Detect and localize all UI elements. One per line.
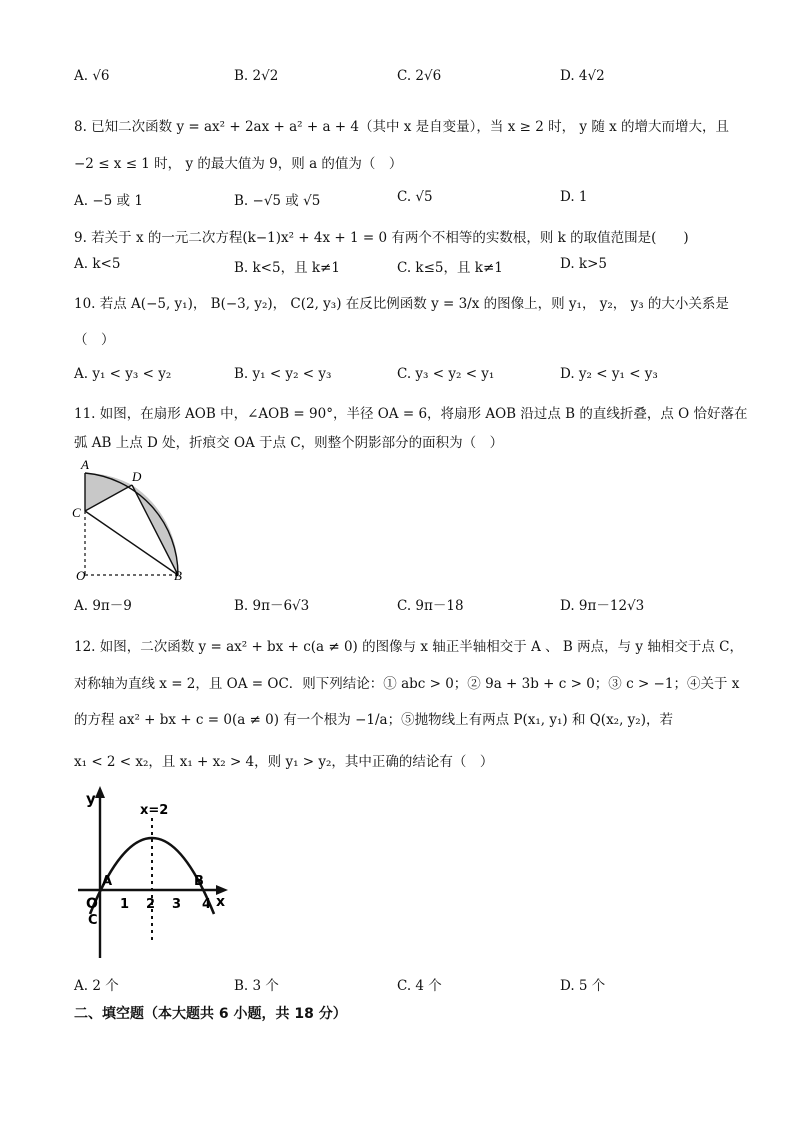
q11-label-c: C: [72, 505, 81, 520]
q8-options: [74, 189, 714, 209]
q10-stem-line1: 10. 若点 A(−5, y₁)， B(−3, y₂)， C(2, y₃) 在反比例函数 y = 3/x 的图像上，则 y₁， y₂， y₃ 的大小关系是: [74, 296, 729, 312]
q9-option-d[interactable]: D. k>5: [560, 256, 608, 272]
q12-tick-3: 3: [172, 897, 182, 912]
q11-option-b[interactable]: B. 9π－6√3: [234, 598, 310, 614]
q10-option-b[interactable]: B. y₁ < y₂ < y₃: [234, 366, 332, 382]
q12-options: [74, 974, 714, 994]
q10-option-a[interactable]: A. y₁ < y₃ < y₂: [74, 366, 172, 382]
q10-option-d[interactable]: D. y₂ < y₁ < y₃: [560, 366, 658, 382]
q12-stem-line4: x₁ < 2 < x₂，且 x₁ + x₂ > 4，则 y₁ > y₂，其中正确的结论有（ ）: [74, 754, 494, 770]
q9-option-b[interactable]: B. k<5，且 k≠1: [234, 260, 340, 276]
q11-option-a[interactable]: A. 9π－9: [74, 598, 132, 614]
q12-stem-line1: 12. 如图，二次函数 y = ax² + bx + c(a ≠ 0) 的图像与 x 轴正半轴相交于 A 、 B 两点，与 y 轴相交于点 C，: [74, 639, 743, 655]
q12-tick-4: 4: [202, 897, 212, 912]
q9-option-a[interactable]: A. k<5: [74, 256, 121, 272]
q12-option-c[interactable]: C. 4 个: [397, 978, 442, 994]
q11-stem-line2: 弧 AB 上点 D 处，折痕交 OA 于点 C，则整个阴影部分的面积为（ ）: [74, 435, 504, 451]
q7-option-d[interactable]: D. 4√2: [560, 68, 605, 84]
q12-option-a[interactable]: A. 2 个: [74, 978, 119, 994]
q8-stem-line2: −2 ≤ x ≤ 1 时， y 的最大值为 9，则 a 的值为（ ）: [74, 156, 403, 172]
q11-option-c[interactable]: C. 9π－18: [397, 598, 464, 614]
q8-stem-line1: 8. 已知二次函数 y = ax² + 2ax + a² + a + 4（其中 x 是自变量），当 x ≥ 2 时， y 随 x 的增大而增大，且: [74, 119, 730, 135]
q8-option-b[interactable]: B. −√5 或 √5: [234, 193, 321, 209]
q7-options: [74, 68, 714, 88]
q9-stem: 9. 若关于 x 的一元二次方程(k−1)x² + 4x + 1 = 0 有两个不相等的实数根，则 k 的取值范围是( ): [74, 230, 689, 246]
q11-shaded-region-left: [85, 473, 132, 511]
q9-options: [74, 256, 714, 276]
q12-label-axis: x=2: [140, 803, 169, 818]
q12-tick-2: 2: [146, 897, 156, 912]
q8-option-a[interactable]: A. −5 或 1: [74, 193, 143, 209]
q12-option-d[interactable]: D. 5 个: [560, 978, 606, 994]
q12-stem-line2: 对称轴为直线 x = 2，且 OA = OC．则下列结论：① abc > 0；② 9a + 3b + c > 0；③ c > −1；④关于 x: [74, 676, 740, 692]
q12-tick-1: 1: [120, 897, 130, 912]
q11-label-a: A: [81, 457, 89, 472]
q7-option-c[interactable]: C. 2√6: [397, 68, 442, 84]
q11-label-d: D: [132, 469, 142, 484]
q8-option-c[interactable]: C. √5: [397, 189, 433, 205]
q12-label-b: B: [194, 874, 204, 889]
q11-label-b: B: [174, 568, 182, 583]
q11-option-d[interactable]: D. 9π－12√3: [560, 598, 645, 614]
q7-option-a[interactable]: A. √6: [74, 68, 110, 84]
q12-parabola-figure: [76, 782, 236, 962]
q10-option-c[interactable]: C. y₃ < y₂ < y₁: [397, 366, 495, 382]
q11-label-o: O: [76, 568, 86, 583]
q10-options: [74, 366, 714, 386]
q11-stem-line1: 11. 如图，在扇形 AOB 中，∠AOB = 90°，半径 OA = 6，将扇形 AOB 沿过点 B 的直线折叠，点 O 恰好落在: [74, 406, 748, 422]
section-2-heading: 二、填空题（本大题共 6 小题，共 18 分）: [74, 1006, 347, 1022]
q12-label-a: A: [102, 874, 113, 889]
q10-stem-line2: （ ）: [74, 332, 115, 348]
q12-option-b[interactable]: B. 3 个: [234, 978, 279, 994]
q9-option-c[interactable]: C. k≤5，且 k≠1: [397, 260, 503, 276]
q12-label-o: O: [86, 896, 98, 912]
q12-label-c: C: [88, 913, 98, 928]
q12-label-y: y: [86, 790, 96, 808]
q12-label-x: x: [216, 894, 226, 910]
q11-options: [74, 594, 714, 614]
q7-option-b[interactable]: B. 2√2: [234, 68, 279, 84]
q12-stem-line3: 的方程 ax² + bx + c = 0(a ≠ 0) 有一个根为 −1/a；⑤抛物线上有两点 P(x₁, y₁) 和 Q(x₂, y₂)，若: [74, 712, 673, 728]
q11-sector-figure: [70, 455, 200, 585]
q8-option-d[interactable]: D. 1: [560, 189, 588, 205]
